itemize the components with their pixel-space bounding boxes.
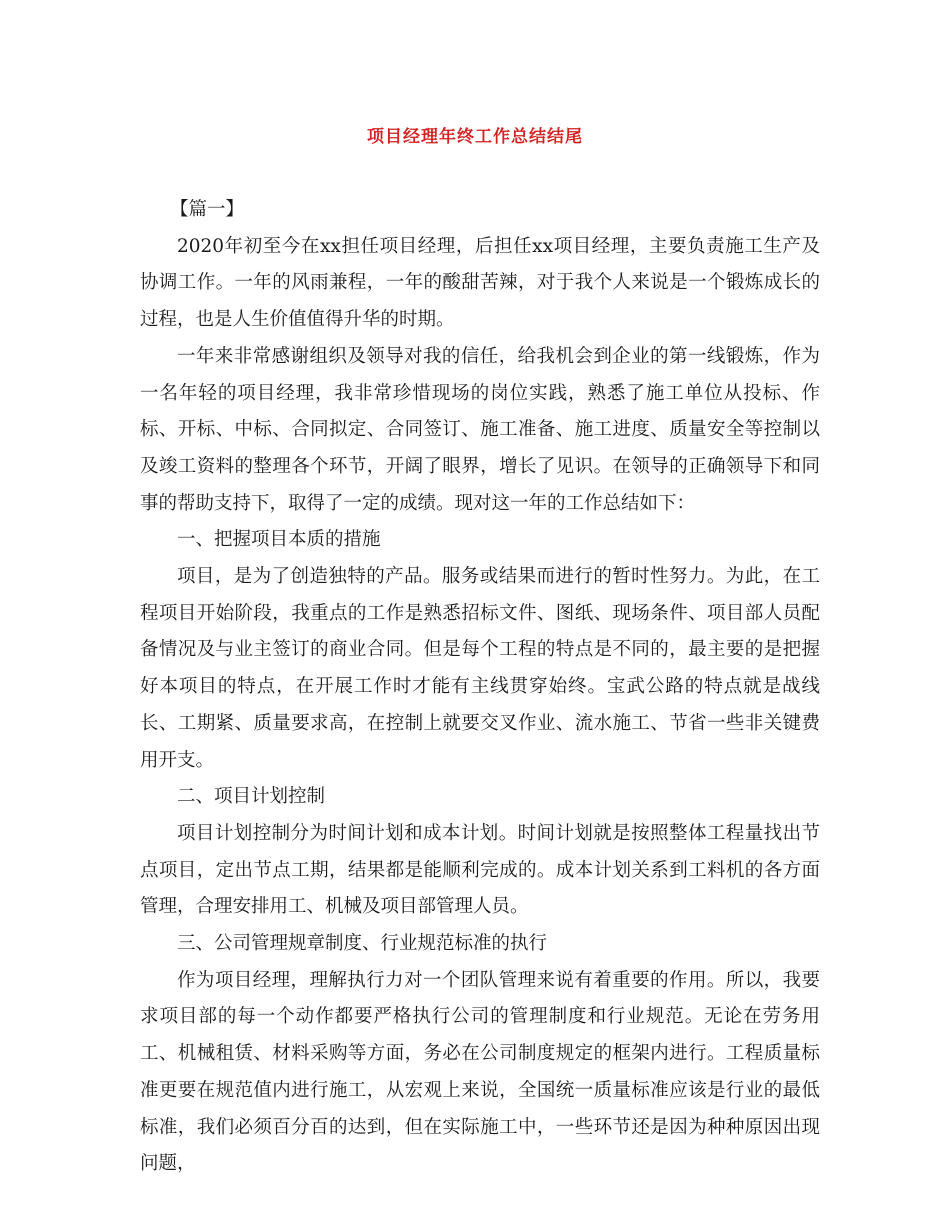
paragraph-intro: 2020年初至今在xx担任项目经理，后担任xx项目经理，主要负责施工生产及协调工作。一年的风雨兼程，一年的酸甜苦辣，对于我个人来说是一个锻炼成长的过程，也是人生价值值得升华的时期。 [140,235,820,331]
document-title: 项目经理年终工作总结结尾 [367,127,583,147]
section-label: 【篇一】 [170,199,245,220]
section-heading-2: 二、项目计划控制 [177,786,326,808]
document-body [140,192,820,1183]
paragraph-project-essence: 项目，是为了创造独特的产品。服务或结果而进行的暂时性努力。为此，在工程项目开始阶段，我重点的工作是熟悉招标文件、图纸、现场条件、项目部人员配备情况及与业主签订的商业合同。但是每个工程的特点是不同的，最主要的是把握好本项目的特点，在开展工作时才能有主线贯穿始终。宝武公路的特点就是战线长、工期紧、质量要求高，在控制上就要交叉作业、流水施工、节省一些非关键费用开支。 [140,566,820,771]
section-heading-1: 一、把握项目本质的措施 [177,529,381,551]
paragraph-regulations: 作为项目经理，理解执行力对一个团队管理来说有着重要的作用。所以，我要求项目部的每一个动作都要严格执行公司的管理制度和行业规范。无论在劳务用工、机械租赁、材料采购等方面，务必在公司制度规定的框架内进行。工程质量标准更要在规范值内进行施工，从宏观上来说，全国统一质量标准应该是行业的最低标准，我们必须百分百的达到，但在实际施工中，一些环节还是因为种种原因出现问题， [140,969,820,1175]
paragraph-thanks: 一年来非常感谢组织及领导对我的信任，给我机会到企业的第一线锻炼，作为一名年轻的项目经理，我非常珍惜现场的岗位实践，熟悉了施工单位从投标、作标、开标、中标、合同拟定、合同签订、施工准备、施工进度、质量安全等控制以及竣工资料的整理各个环节，开阔了眼界，增长了见识。在领导的正确领导下和同事的帮助支持下，取得了一定的成绩。现对这一年的工作总结如下： [140,345,820,514]
section-heading-3: 三、公司管理规章制度、行业规范标准的执行 [177,933,548,955]
paragraph-plan-control: 项目计划控制分为时间计划和成本计划。时间计划就是按照整体工程量找出节点项目，定出节点工期，结果都是能顺利完成的。成本计划关系到工料机的各方面管理，合理安排用工、机械及项目部管理人员。 [140,822,820,918]
